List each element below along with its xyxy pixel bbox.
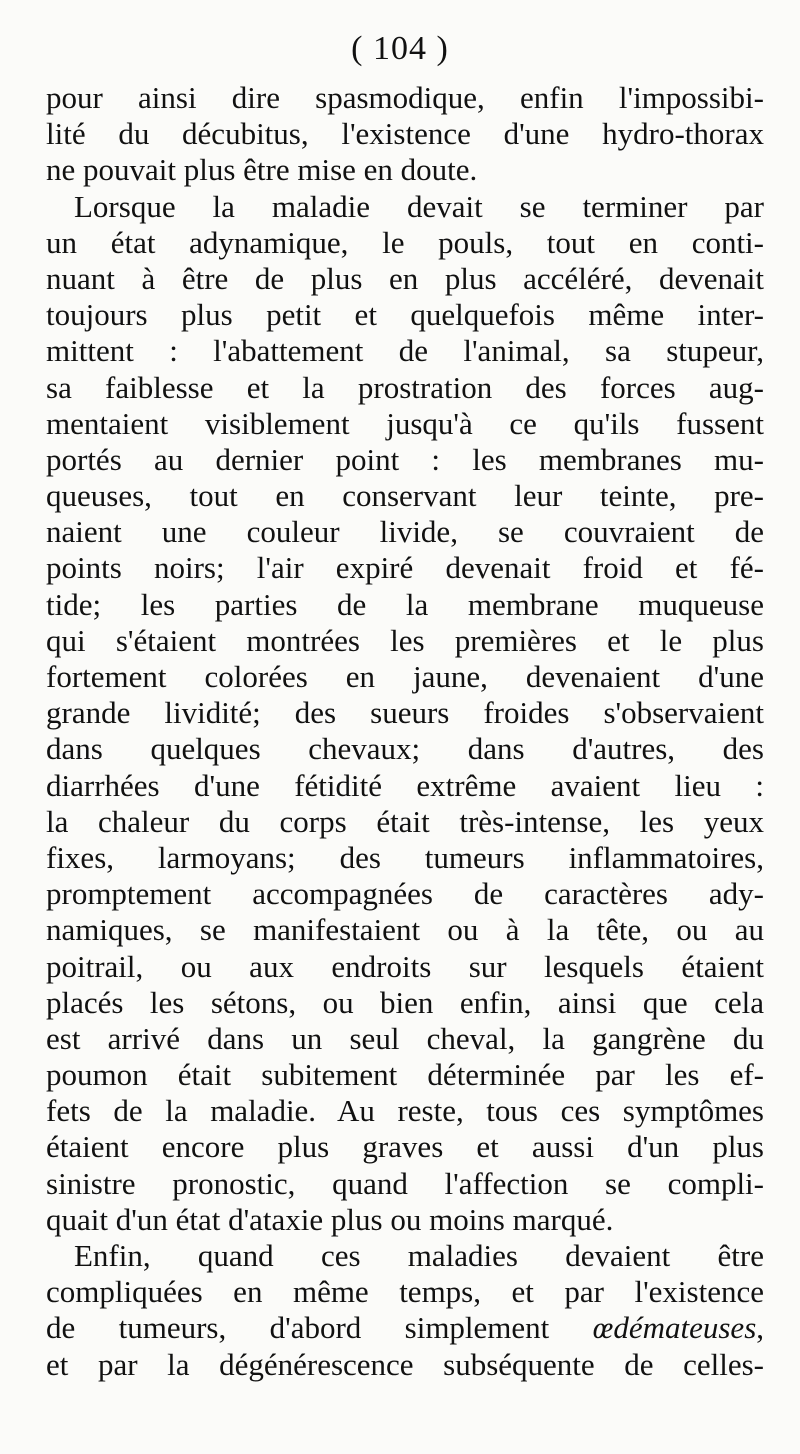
text-line: queuses, tout en conservant leur teinte, pre- [46, 478, 764, 514]
text-line: compliquées en même temps, et par l'existence [46, 1274, 764, 1310]
text-line: promptement accompagnées de caractères ady- [46, 876, 764, 912]
text-line: mentaient visiblement jusqu'à ce qu'ils fussent [46, 405, 764, 441]
text-line: naient une couleur livide, se couvraient de [46, 514, 764, 550]
text-line: et par la dégénérescence subséquente de celles- [46, 1346, 764, 1382]
text-line: points noirs; l'air expiré devenait froid et fé- [46, 550, 764, 586]
text-line: diarrhées d'une fétidité extrême avaient lieu : [46, 767, 764, 803]
text-line: lité du décubitus, l'existence d'une hydro-thorax [46, 116, 764, 152]
text-line: fortement colorées en jaune, devenaient d'une [46, 659, 764, 694]
text-line: sinistre pronostic, quand l'affection se compli- [46, 1165, 764, 1201]
text-line: sa faiblesse et la prostration des forces aug- [46, 369, 764, 405]
text-line: poumon était subitement déterminée par les ef- [46, 1057, 764, 1093]
text-line: quait d'un état d'ataxie plus ou moins marqué. [46, 1201, 614, 1237]
text-line: mittent : l'abattement de l'animal, sa stupeur, [46, 333, 764, 369]
text-line: nuant à être de plus en plus accéléré, devenait [46, 260, 764, 296]
text-line: namiques, se manifestaient ou à la tête, ou au [46, 912, 764, 948]
text-line: Enfin, quand ces maladies devaient être [74, 1238, 764, 1273]
text-line: la chaleur du corps était très-intense, les yeux [46, 803, 764, 839]
text-line: fixes, larmoyans; des tumeurs inflammatoires, [46, 839, 764, 875]
body-text [46, 80, 764, 1383]
text-line: fets de la maladie. Au reste, tous ces symptômes [46, 1093, 764, 1129]
text-line: Lorsque la maladie devait se terminer par [74, 188, 764, 224]
text-line: dans quelques chevaux; dans d'autres, des [46, 731, 764, 767]
text-line: placés les sétons, ou bien enfin, ainsi que cela [46, 984, 764, 1020]
text-line: poitrail, ou aux endroits sur lesquels étaient [46, 948, 764, 984]
page-number: ( 104 ) [351, 30, 449, 67]
text-line: toujours plus petit et quelquefois même inter- [46, 297, 764, 333]
text-line: pour ainsi dire spasmodique, enfin l'impossibi- [46, 80, 764, 115]
text-line: portés au dernier point : les membranes mu- [46, 441, 764, 477]
text-line-with-italic [46, 1310, 764, 1346]
text-line: qui s'étaient montrées les premières et le plus [46, 622, 764, 658]
text-line: tide; les parties de la membrane muqueuse [46, 586, 764, 622]
text-line: grande lividité; des sueurs froides s'observaient [46, 695, 764, 731]
text-fragment: de tumeurs, d'abord simplement [46, 1310, 550, 1346]
text-line: est arrivé dans un seul cheval, la gangrène du [46, 1020, 764, 1056]
text-line: un état adynamique, le pouls, tout en conti- [46, 224, 764, 260]
text-fragment: , [756, 1310, 765, 1346]
italic-word: œdémateuses [592, 1310, 757, 1346]
text-line: étaient encore plus graves et aussi d'un plus [46, 1129, 764, 1165]
text-line: ne pouvait plus être mise en doute. [46, 152, 478, 188]
